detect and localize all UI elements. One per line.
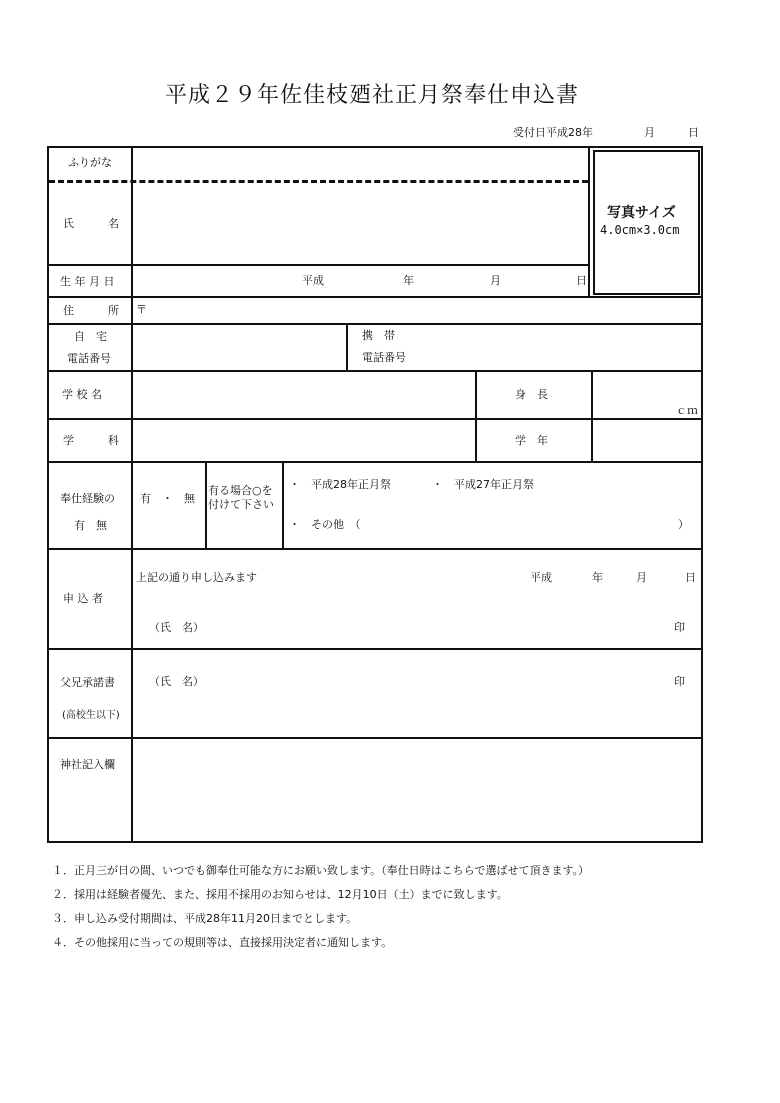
row-divider-applicant <box>47 648 703 650</box>
grade-label: 学 年 <box>515 434 548 447</box>
furigana-label: ふりがな <box>68 156 112 169</box>
experience-label-second: 有 無 <box>74 519 107 532</box>
furigana-dashed-divider <box>49 180 588 183</box>
row-divider-phone <box>47 370 703 372</box>
school-name-label: 学 校 名 <box>62 388 102 401</box>
guardian-consent-label: 父兄承諾書 <box>60 676 115 689</box>
receipt-month: 月 <box>644 126 655 139</box>
application-era: 平成 <box>530 571 552 584</box>
address-label-first: 住 <box>63 304 74 317</box>
note-item: ２．採用は経験者優先、また、採用不採用のお知らせは、12月10日（土）までに致します。 <box>52 888 508 901</box>
experience-instruction-divider <box>282 461 284 550</box>
home-phone-label-first: 自 宅 <box>74 330 107 343</box>
address-label-second: 所 <box>108 304 119 317</box>
birth-day: 日 <box>576 274 587 287</box>
application-year: 年 <box>592 571 603 584</box>
birth-month: 月 <box>490 274 501 287</box>
experience-other-close-paren: ） <box>678 518 689 531</box>
applicant-seal: 印 <box>674 621 685 634</box>
guardian-name-field[interactable] <box>220 664 660 694</box>
birth-era: 平成 <box>302 274 324 287</box>
department-label-first: 学 <box>63 434 74 447</box>
school-value-divider <box>475 370 477 463</box>
receipt-day: 日 <box>688 126 699 139</box>
applicant-label: 申 込 者 <box>63 592 103 605</box>
row-divider-department <box>47 461 703 463</box>
table-border-bottom <box>47 841 703 843</box>
mobile-phone-label-second: 電話番号 <box>362 351 406 364</box>
note-item: ３．申し込み受付期間は、平成28年11月20日までとします。 <box>52 912 358 925</box>
note-item: ４．その他採用に当っての規則等は、直接採用決定者に通知します。 <box>52 936 393 949</box>
grade-field[interactable] <box>596 421 698 459</box>
furigana-field[interactable] <box>135 149 585 177</box>
school-name-field[interactable] <box>135 373 472 416</box>
department-label-second: 科 <box>108 434 119 447</box>
department-field[interactable] <box>135 421 472 459</box>
experience-yes-no-choice[interactable]: 有 ・ 無 <box>140 492 195 505</box>
home-phone-field[interactable] <box>135 326 343 368</box>
applicant-name-label: （氏 名） <box>149 621 204 634</box>
postal-mark: 〒 <box>136 303 147 316</box>
photo-size-dimensions: 4.0cm×3.0cm <box>600 223 680 237</box>
name-label-first: 氏 <box>63 217 74 230</box>
row-divider-birth <box>47 296 703 298</box>
applicant-name-field[interactable] <box>220 610 660 640</box>
experience-option-other[interactable]: ・ その他 （ <box>289 518 361 531</box>
height-label-divider <box>591 370 593 463</box>
row-divider-school <box>47 418 703 420</box>
guardian-name-label: （氏 名） <box>149 675 204 688</box>
birth-year: 年 <box>403 274 414 287</box>
experience-instruction-line1: 有る場合○を <box>208 484 273 497</box>
experience-instruction-line2: 付けて下さい <box>208 498 274 511</box>
photo-size-label: 写真サイズ <box>607 205 676 221</box>
guardian-seal: 印 <box>674 675 685 688</box>
height-unit: ｃｍ <box>676 404 698 417</box>
row-divider-address <box>47 323 703 325</box>
guardian-consent-note: (高校生以下) <box>62 710 120 721</box>
experience-yesno-divider <box>205 461 207 550</box>
row-divider-name <box>47 264 590 266</box>
home-phone-label-second: 電話番号 <box>67 352 111 365</box>
mobile-phone-label-first: 携 帯 <box>362 329 395 342</box>
birth-date-label: 生 年 月 日 <box>60 275 115 288</box>
height-label: 身 長 <box>515 388 548 401</box>
shrine-use-label: 神社記入欄 <box>60 758 115 771</box>
application-statement: 上記の通り申し込みます <box>136 571 257 584</box>
name-field[interactable] <box>135 186 585 262</box>
phone-column-divider <box>346 323 348 372</box>
address-field[interactable] <box>150 299 698 321</box>
experience-label-first: 奉仕経験の <box>60 492 115 505</box>
photo-column-divider <box>588 146 590 296</box>
page-title: 平成２９年佐佳枝廼社正月祭奉仕申込書 <box>165 83 580 108</box>
application-month: 月 <box>636 571 647 584</box>
receipt-date-prefix: 受付日平成28年 <box>513 126 593 139</box>
experience-option-2015[interactable]: ・ 平成27年正月祭 <box>432 478 534 491</box>
application-day: 日 <box>685 571 696 584</box>
name-label-second: 名 <box>108 217 119 230</box>
note-item: １．正月三が日の間、いつでも御奉仕可能な方にお願い致します。（奉仕日時はこちらで選ばせて頂きます。） <box>52 864 590 877</box>
shrine-use-field <box>135 741 698 839</box>
row-divider-experience <box>47 548 703 550</box>
experience-option-2016[interactable]: ・ 平成28年正月祭 <box>289 478 391 491</box>
row-divider-guardian <box>47 737 703 739</box>
table-border-top <box>47 146 703 148</box>
